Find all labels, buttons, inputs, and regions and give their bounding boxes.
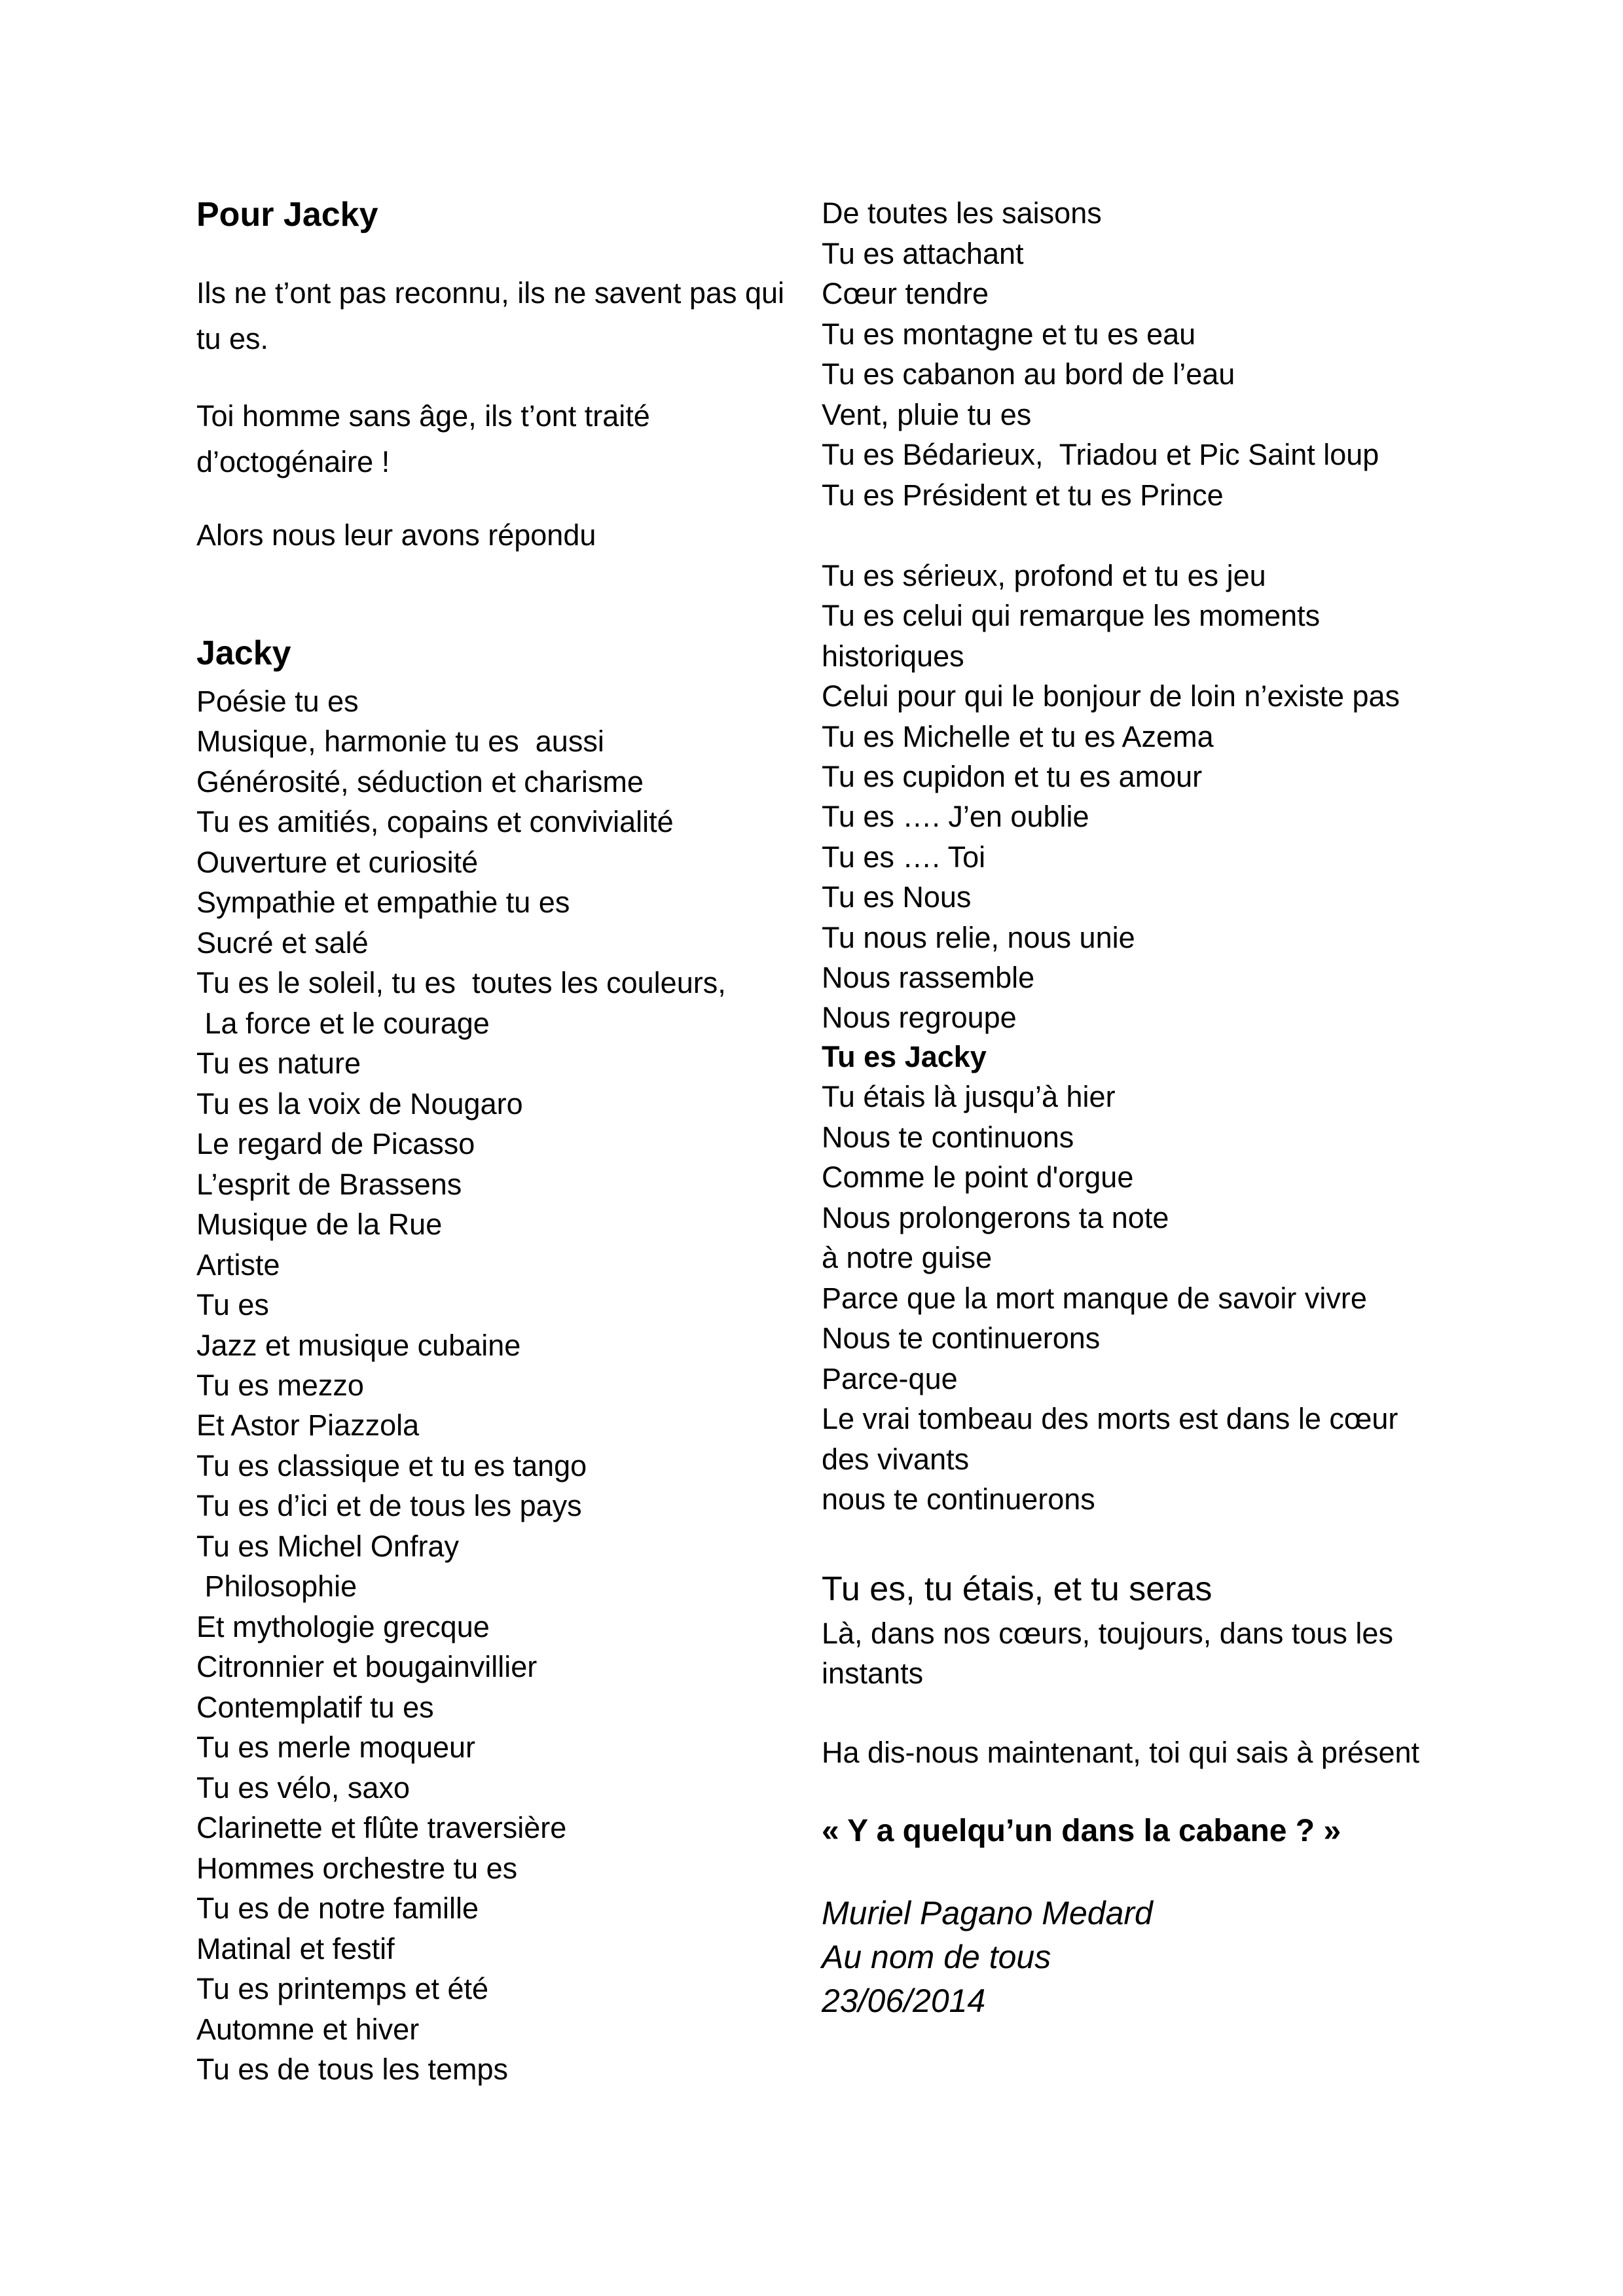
verse-line: Tu es montagne et tu es eau: [822, 317, 1196, 351]
intro-line: Ils ne t’ont pas reconnu, ils ne savent pas qui: [196, 276, 785, 310]
signature-name: Muriel Pagano Medard: [822, 1895, 1153, 1931]
verse-line: Tu es Nous: [822, 880, 972, 914]
verse-line: Poésie tu es: [196, 685, 359, 718]
verse-line: Tu es Bédarieux, Triadou et Pic Saint loup: [822, 438, 1379, 471]
verse-line: Jazz et musique cubaine: [196, 1328, 521, 1362]
verse-line: Tu es sérieux, profond et tu es jeu: [822, 559, 1266, 592]
verse-line: Celui pour qui le bonjour de loin n’existe pas: [822, 679, 1400, 713]
verse-line: Automne et hiver: [196, 2012, 420, 2046]
verse-line: Et Astor Piazzola: [196, 1408, 420, 1443]
verse-line: Tu es la voix de Nougaro: [196, 1086, 523, 1121]
intro-line: d’octogénaire !: [196, 445, 390, 478]
verse-line: Le regard de Picasso: [196, 1127, 475, 1161]
verse-line: Le vrai tombeau des morts est dans le cœur: [822, 1402, 1398, 1435]
verse-line: Générosité, séduction et charisme: [196, 764, 644, 798]
verse-line: Tu es nature: [196, 1047, 361, 1081]
verse-line: Tu es de notre famille: [196, 1892, 479, 1926]
verse-line: Hommes orchestre tu es: [196, 1851, 518, 1885]
verse-line: Tu étais là jusqu’à hier: [822, 1080, 1116, 1113]
verse-line: nous te continuerons: [822, 1482, 1095, 1516]
verse-line: La force et le courage: [196, 1006, 490, 1040]
verse-line: Nous rassemble: [822, 961, 1035, 994]
refrain-text-line: Là, dans nos cœurs, toujours, dans tous les: [822, 1617, 1393, 1650]
verse-line: Tu es celui qui remarque les moments: [822, 599, 1321, 633]
intro-line: Toi homme sans âge, ils t’ont traité: [196, 399, 650, 433]
verse-line: Tu es mezzo: [196, 1368, 364, 1402]
verse-line: Tu es Président et tu es Prince: [822, 478, 1224, 512]
verse-line: Sympathie et empathie tu es: [196, 886, 570, 920]
intro-line: tu es.: [196, 322, 269, 355]
verse-line: Parce que la mort manque de savoir vivre: [822, 1281, 1367, 1315]
verse-line: Tu es merle moqueur: [196, 1731, 476, 1765]
signature-note: Au nom de tous: [822, 1939, 1051, 1975]
verse-line: Nous te continuerons: [822, 1321, 1101, 1355]
verse-line: Tu es classique et tu es tango: [196, 1448, 587, 1482]
verse-line: Tu es: [196, 1288, 269, 1322]
verse-line: L’esprit de Brassens: [196, 1167, 462, 1201]
poem-heading: Jacky: [196, 634, 291, 672]
verse-line: Tu es cabanon au bord de l’eau: [822, 357, 1235, 391]
verse-line: Tu es …. Toi: [822, 840, 986, 874]
poem-title: Pour Jacky: [196, 196, 378, 234]
closing-line: Ha dis-nous maintenant, toi qui sais à présent: [822, 1736, 1420, 1769]
verse-line: Ouverture et curiosité: [196, 845, 479, 879]
verse-line: Tu es amitiés, copains et convivialité: [196, 805, 674, 839]
refrain-text-line: instants: [822, 1657, 924, 1690]
verse-line: Tu es Michelle et tu es Azema: [822, 719, 1214, 753]
verse-line: des vivants: [822, 1442, 970, 1476]
verse-line: Artiste: [196, 1247, 280, 1282]
closing-quote: « Y a quelqu’un dans la cabane ? »: [822, 1814, 1341, 1848]
verse-line: Musique, harmonie tu es aussi: [196, 725, 604, 759]
verse-line: Tu es printemps et été: [196, 1972, 489, 2006]
verse-line: Tu nous relie, nous unie: [822, 920, 1135, 954]
verse-line: à notre guise: [822, 1241, 993, 1274]
intro-line: Alors nous leur avons répondu: [196, 518, 596, 552]
verse-line: Vent, pluie tu es: [822, 397, 1032, 431]
verse-line: Tu es d’ici et de tous les pays: [196, 1489, 582, 1523]
verse-line: Nous prolongerons ta note: [822, 1200, 1169, 1234]
verse-line: Cœur tendre: [822, 277, 989, 310]
verse-line: De toutes les saisons: [822, 196, 1102, 230]
verse-line: Et mythologie grecque: [196, 1609, 490, 1643]
verse-line: Tu es vélo, saxo: [196, 1770, 410, 1804]
verse-line: Tu es de tous les temps: [196, 2052, 509, 2086]
verse-line: Philosophie: [196, 1570, 357, 1604]
verse-line: Tu es le soleil, tu es toutes les couleurs,: [196, 966, 726, 1000]
verse-line: Nous te continuons: [822, 1120, 1074, 1154]
verse-line: Comme le point d'orgue: [822, 1160, 1134, 1194]
verse-line: Clarinette et flûte traversière: [196, 1811, 567, 1845]
verse-line: historiques: [822, 639, 964, 673]
verse-line: Musique de la Rue: [196, 1208, 443, 1242]
verse-line: Parce-que: [822, 1361, 958, 1395]
verse-line: Matinal et festif: [196, 1931, 395, 1965]
verse-line: Sucré et salé: [196, 925, 369, 960]
verse-line: Tu es …. J’en oublie: [822, 800, 1089, 834]
refrain-line: Tu es, tu étais, et tu seras: [822, 1570, 1213, 1608]
verse-line: Tu es Michel Onfray: [196, 1529, 459, 1563]
bold-verse-line: Tu es Jacky: [822, 1040, 987, 1073]
verse-line: Contemplatif tu es: [196, 1690, 434, 1724]
signature-date: 23/06/2014: [822, 1982, 986, 2019]
verse-line: Citronnier et bougainvillier: [196, 1650, 538, 1684]
verse-line: Tu es attachant: [822, 236, 1024, 270]
verse-line: Nous regroupe: [822, 1001, 1017, 1035]
verse-line: Tu es cupidon et tu es amour: [822, 760, 1203, 793]
